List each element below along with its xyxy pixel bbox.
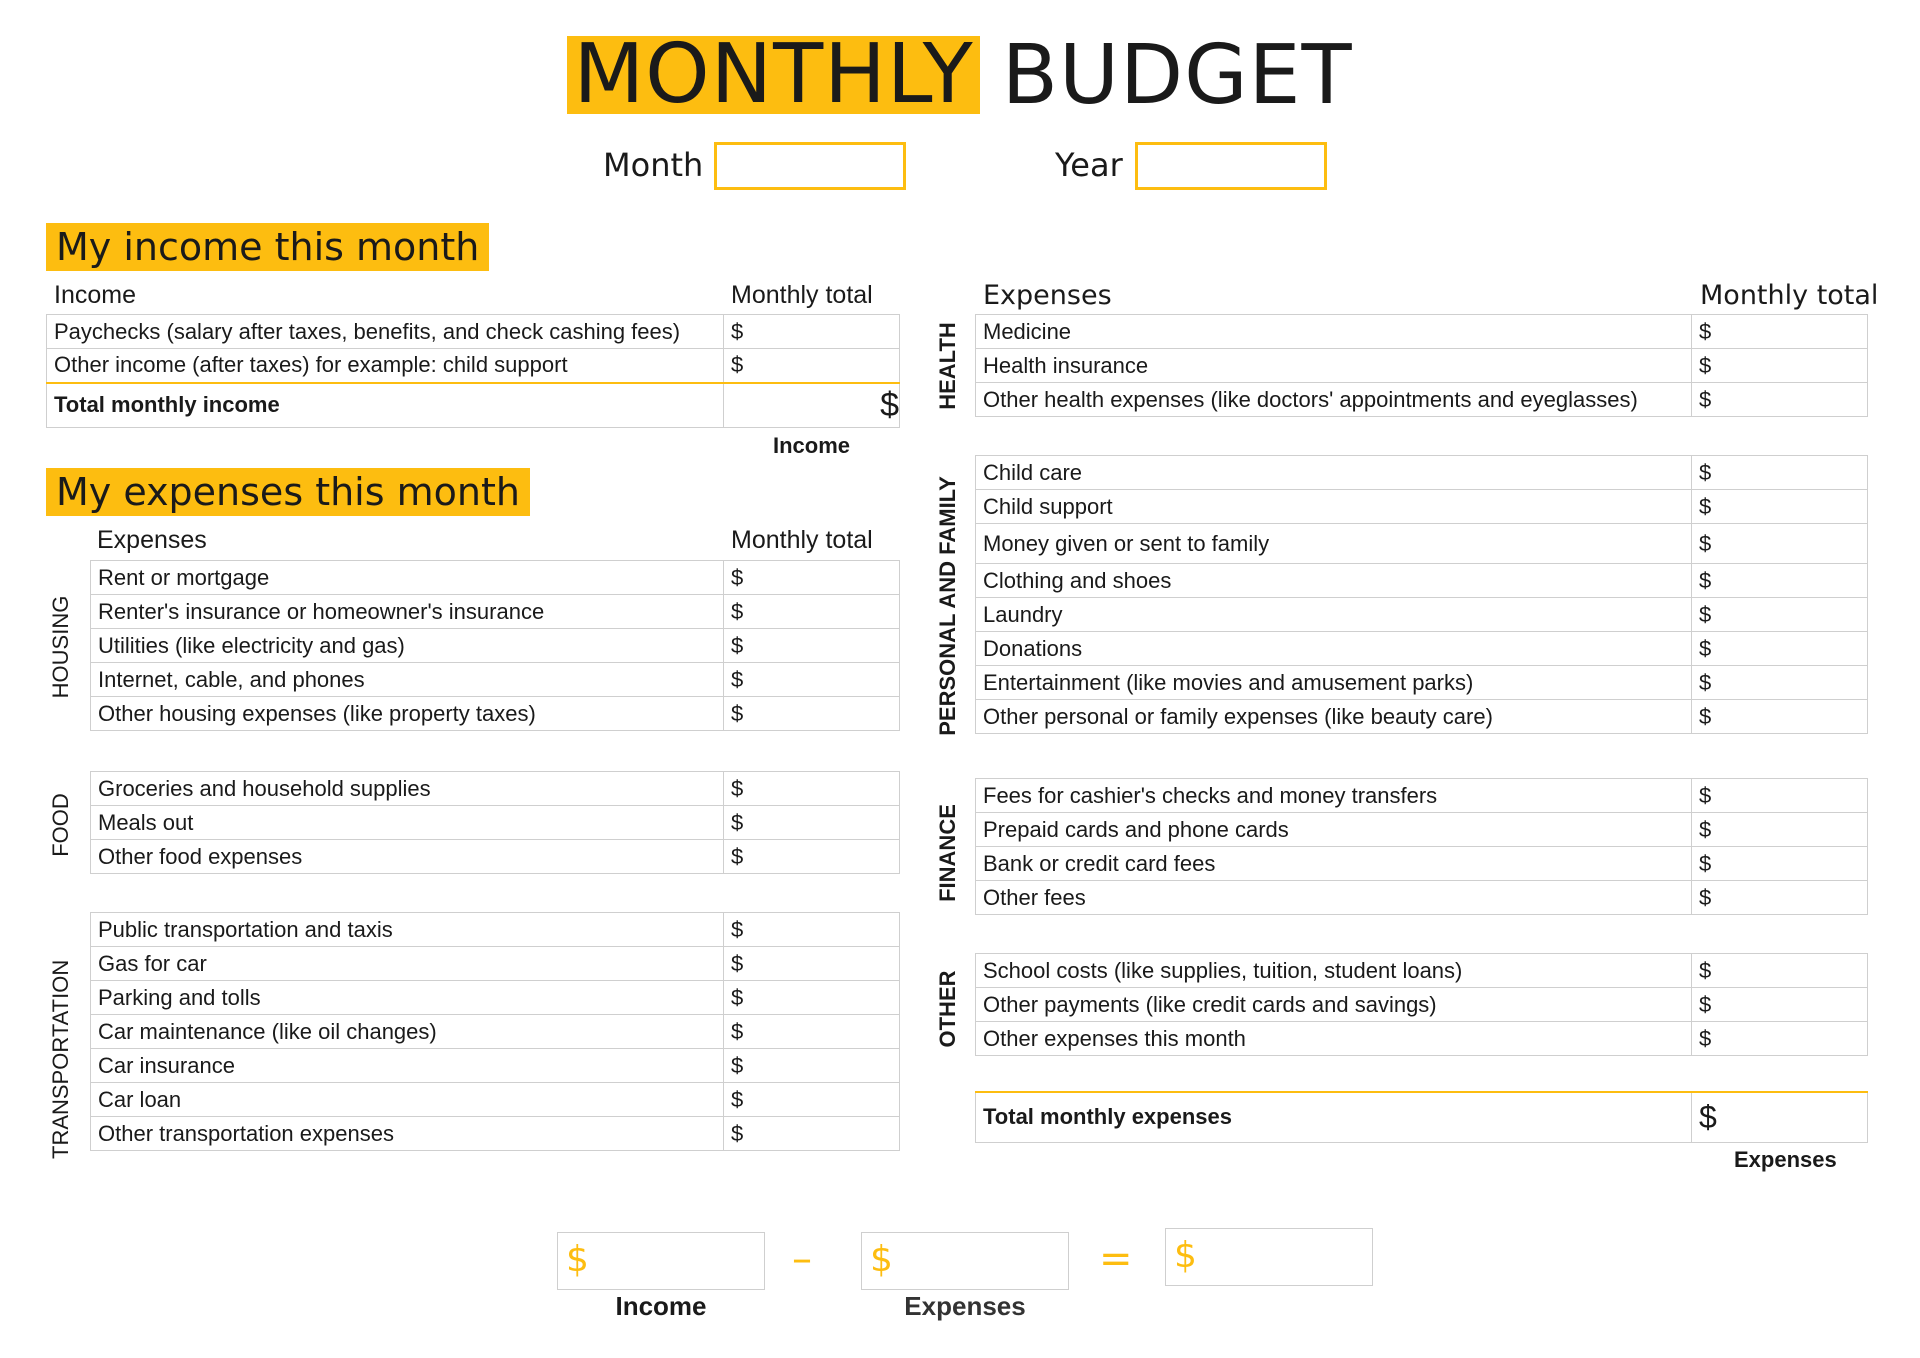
total-expenses-label: Total monthly expenses [976,1092,1692,1142]
expense-label: Groceries and household supplies [91,772,724,806]
expense-amount-cell[interactable] [724,913,900,947]
expense-amount-cell[interactable] [724,981,900,1015]
expense-amount-cell[interactable] [1692,700,1868,734]
month-input[interactable] [714,142,906,190]
food-table [90,771,900,874]
dollar-sign: $ [731,775,744,801]
table-row [976,881,1868,915]
table-row [976,490,1868,524]
dollar-sign: $ [1699,816,1712,842]
dollar-sign: $ [870,1239,893,1280]
dollar-sign: $ [731,916,744,942]
income-amount-cell[interactable] [724,315,900,349]
dollar-sign: $ [731,632,744,658]
dollar-sign: $ [731,666,744,692]
dollar-sign: $ [731,598,744,624]
health-table [975,314,1868,417]
expense-amount-cell[interactable] [1692,349,1868,383]
expense-label: Car maintenance (like oil changes) [91,1015,724,1049]
table-row [91,663,900,697]
table-row [976,1092,1868,1142]
dollar-sign: $ [731,1018,744,1044]
income-section-title: My income this month [46,223,489,271]
summary-result-box[interactable] [1165,1228,1373,1286]
total-income-label: Total monthly income [47,383,724,428]
expense-amount-cell[interactable] [724,772,900,806]
expense-amount-cell[interactable] [1692,988,1868,1022]
dollar-sign: $ [1699,601,1712,627]
title-rest: BUDGET [1001,27,1353,123]
expense-amount-cell[interactable] [724,663,900,697]
expense-label: Other personal or family expenses (like beauty care) [976,700,1692,734]
finance-label: FINANCE [935,804,960,902]
expense-label: Entertainment (like movies and amusement parks) [976,666,1692,700]
year-input[interactable] [1135,142,1327,190]
table-row [47,349,900,383]
dollar-sign: $ [731,1120,744,1146]
expense-amount-cell[interactable] [724,947,900,981]
summary-expenses-box[interactable] [861,1232,1069,1290]
other-table [975,953,1868,1056]
table-row [91,1015,900,1049]
table-row [976,564,1868,598]
income-row-label: Other income (after taxes) for example: child support [47,349,724,383]
dollar-sign: $ [1699,782,1712,808]
expense-amount-cell[interactable] [1692,1022,1868,1056]
dollar-sign: $ [731,950,744,976]
right-col-item: Expenses [983,280,1112,311]
table-row [91,629,900,663]
expense-amount-cell[interactable] [1692,632,1868,666]
table-row [91,697,900,731]
dollar-sign: $ [1699,318,1712,344]
expense-amount-cell[interactable] [1692,813,1868,847]
expense-amount-cell[interactable] [1692,564,1868,598]
table-row [976,779,1868,813]
title-highlight: MONTHLY [567,36,979,114]
expense-label: Internet, cable, and phones [91,663,724,697]
expense-label: Other fees [976,881,1692,915]
table-row [976,383,1868,417]
expense-amount-cell[interactable] [1692,666,1868,700]
dollar-sign: $ [1699,1025,1712,1051]
dollar-sign: $ [731,1086,744,1112]
expenses-col-item: Expenses [97,526,207,554]
expense-label: Health insurance [976,349,1692,383]
dollar-sign: $ [1699,884,1712,910]
expense-label: Donations [976,632,1692,666]
dollar-sign: $ [1699,493,1712,519]
expense-amount-cell[interactable] [1692,779,1868,813]
dollar-sign: $ [731,809,744,835]
personal-table [975,455,1868,734]
expense-label: School costs (like supplies, tuition, student loans) [976,954,1692,988]
dollar-sign: $ [1699,352,1712,378]
food-label: FOOD [48,793,73,857]
expense-label: Laundry [976,598,1692,632]
expense-amount-cell[interactable] [724,697,900,731]
total-expenses-amount[interactable] [1692,1092,1868,1142]
expense-amount-cell[interactable] [1692,524,1868,564]
dollar-sign: $ [731,843,744,869]
expense-amount-cell[interactable] [724,1083,900,1117]
income-row-label: Paychecks (salary after taxes, benefits, and check cashing fees) [47,315,724,349]
table-row [91,1049,900,1083]
expense-amount-cell[interactable] [724,840,900,874]
dollar-sign: $ [731,564,744,590]
right-col-total: Monthly total [1700,280,1879,311]
page-title [0,27,1920,123]
expense-label: Other health expenses (like doctors' appointments and eyeglasses) [976,383,1692,417]
health-label: HEALTH [935,322,960,410]
table-row [91,913,900,947]
expense-amount-cell[interactable] [724,629,900,663]
table-row [976,349,1868,383]
expense-label: Parking and tolls [91,981,724,1015]
income-caption: Income [773,433,851,458]
expense-amount-cell[interactable] [724,561,900,595]
summary-expenses-label: Expenses [904,1291,1026,1321]
income-col-total: Monthly total [731,281,873,309]
dollar-sign: $ [731,984,744,1010]
dollar-sign: $ [1699,957,1712,983]
dollar-sign: $ [1699,530,1712,556]
dollar-sign: $ [1699,850,1712,876]
dollar-sign: $ [1699,459,1712,485]
table-row [976,954,1868,988]
dollar-sign: $ [880,385,899,424]
expense-label: Rent or mortgage [91,561,724,595]
table-row [91,806,900,840]
expenses-section-title: My expenses this month [46,468,530,516]
table-row [91,947,900,981]
dollar-sign: $ [731,700,744,726]
table-row [91,772,900,806]
expense-amount-cell[interactable] [1692,383,1868,417]
expense-amount-cell[interactable] [1692,847,1868,881]
dollar-sign: $ [1699,703,1712,729]
expense-label: Car loan [91,1083,724,1117]
expense-label: Child support [976,490,1692,524]
personal-family-label: PERSONAL AND FAMILY [935,476,960,736]
dollar-sign: $ [1699,669,1712,695]
expense-amount-cell[interactable] [1692,598,1868,632]
expense-label: Car insurance [91,1049,724,1083]
month-label: Month [603,146,704,184]
total-income-amount[interactable] [724,383,900,428]
expense-label: Fees for cashier's checks and money transfers [976,779,1692,813]
expenses-col-total: Monthly total [731,526,873,554]
table-row [976,813,1868,847]
expense-label: Gas for car [91,947,724,981]
total-expenses-table [975,1091,1868,1143]
table-row [91,561,900,595]
dollar-sign: $ [731,352,744,378]
table-row [976,988,1868,1022]
expense-label: Other expenses this month [976,1022,1692,1056]
expense-label: Child care [976,456,1692,490]
table-row [91,981,900,1015]
table-row [976,666,1868,700]
expense-label: Medicine [976,315,1692,349]
expense-label: Other transportation expenses [91,1117,724,1151]
expense-amount-cell[interactable] [724,595,900,629]
expense-label: Other payments (like credit cards and savings) [976,988,1692,1022]
dollar-sign: $ [566,1239,589,1280]
table-row [976,598,1868,632]
table-row [976,847,1868,881]
expense-label: Bank or credit card fees [976,847,1692,881]
income-amount-cell[interactable] [724,349,900,383]
table-row [91,840,900,874]
equals-sign: = [1099,1236,1133,1282]
housing-label: HOUSING [48,595,73,699]
transportation-label: TRANSPORTATION [48,959,73,1159]
year-label: Year [1055,146,1123,184]
dollar-sign: $ [1174,1235,1197,1276]
dollar-sign: $ [731,1052,744,1078]
expense-label: Clothing and shoes [976,564,1692,598]
table-row [47,315,900,349]
dollar-sign: $ [1699,386,1712,412]
expense-label: Prepaid cards and phone cards [976,813,1692,847]
dollar-sign: $ [1699,635,1712,661]
dollar-sign: $ [1699,567,1712,593]
expense-label: Utilities (like electricity and gas) [91,629,724,663]
expense-amount-cell[interactable] [1692,490,1868,524]
expense-amount-cell[interactable] [724,806,900,840]
expense-amount-cell[interactable] [724,1117,900,1151]
income-col-item: Income [54,281,136,309]
table-row [976,524,1868,564]
expense-amount-cell[interactable] [1692,315,1868,349]
transportation-table [90,912,900,1151]
expense-amount-cell[interactable] [724,1049,900,1083]
dollar-sign: $ [1699,1098,1717,1135]
expense-label: Public transportation and taxis [91,913,724,947]
summary-income-box[interactable] [557,1232,765,1290]
expense-label: Other food expenses [91,840,724,874]
summary-income-label: Income [615,1291,707,1321]
table-row [976,456,1868,490]
table-row [976,315,1868,349]
income-table [46,314,900,428]
expense-label: Money given or sent to family [976,524,1692,564]
expenses-caption: Expenses [1734,1147,1837,1172]
table-row [47,383,900,428]
dollar-sign: $ [731,318,744,344]
table-row [976,632,1868,666]
dollar-sign: $ [1699,991,1712,1017]
expense-amount-cell[interactable] [1692,881,1868,915]
expense-label: Meals out [91,806,724,840]
finance-table [975,778,1868,915]
expense-amount-cell[interactable] [724,1015,900,1049]
expense-label: Other housing expenses (like property taxes) [91,697,724,731]
minus-sign: – [792,1236,812,1282]
expense-amount-cell[interactable] [1692,456,1868,490]
table-row [91,1083,900,1117]
expense-label: Renter's insurance or homeowner's insurance [91,595,724,629]
table-row [91,1117,900,1151]
expense-amount-cell[interactable] [1692,954,1868,988]
other-label: OTHER [935,970,960,1048]
housing-table [90,560,900,731]
table-row [91,595,900,629]
table-row [976,1022,1868,1056]
table-row [976,700,1868,734]
